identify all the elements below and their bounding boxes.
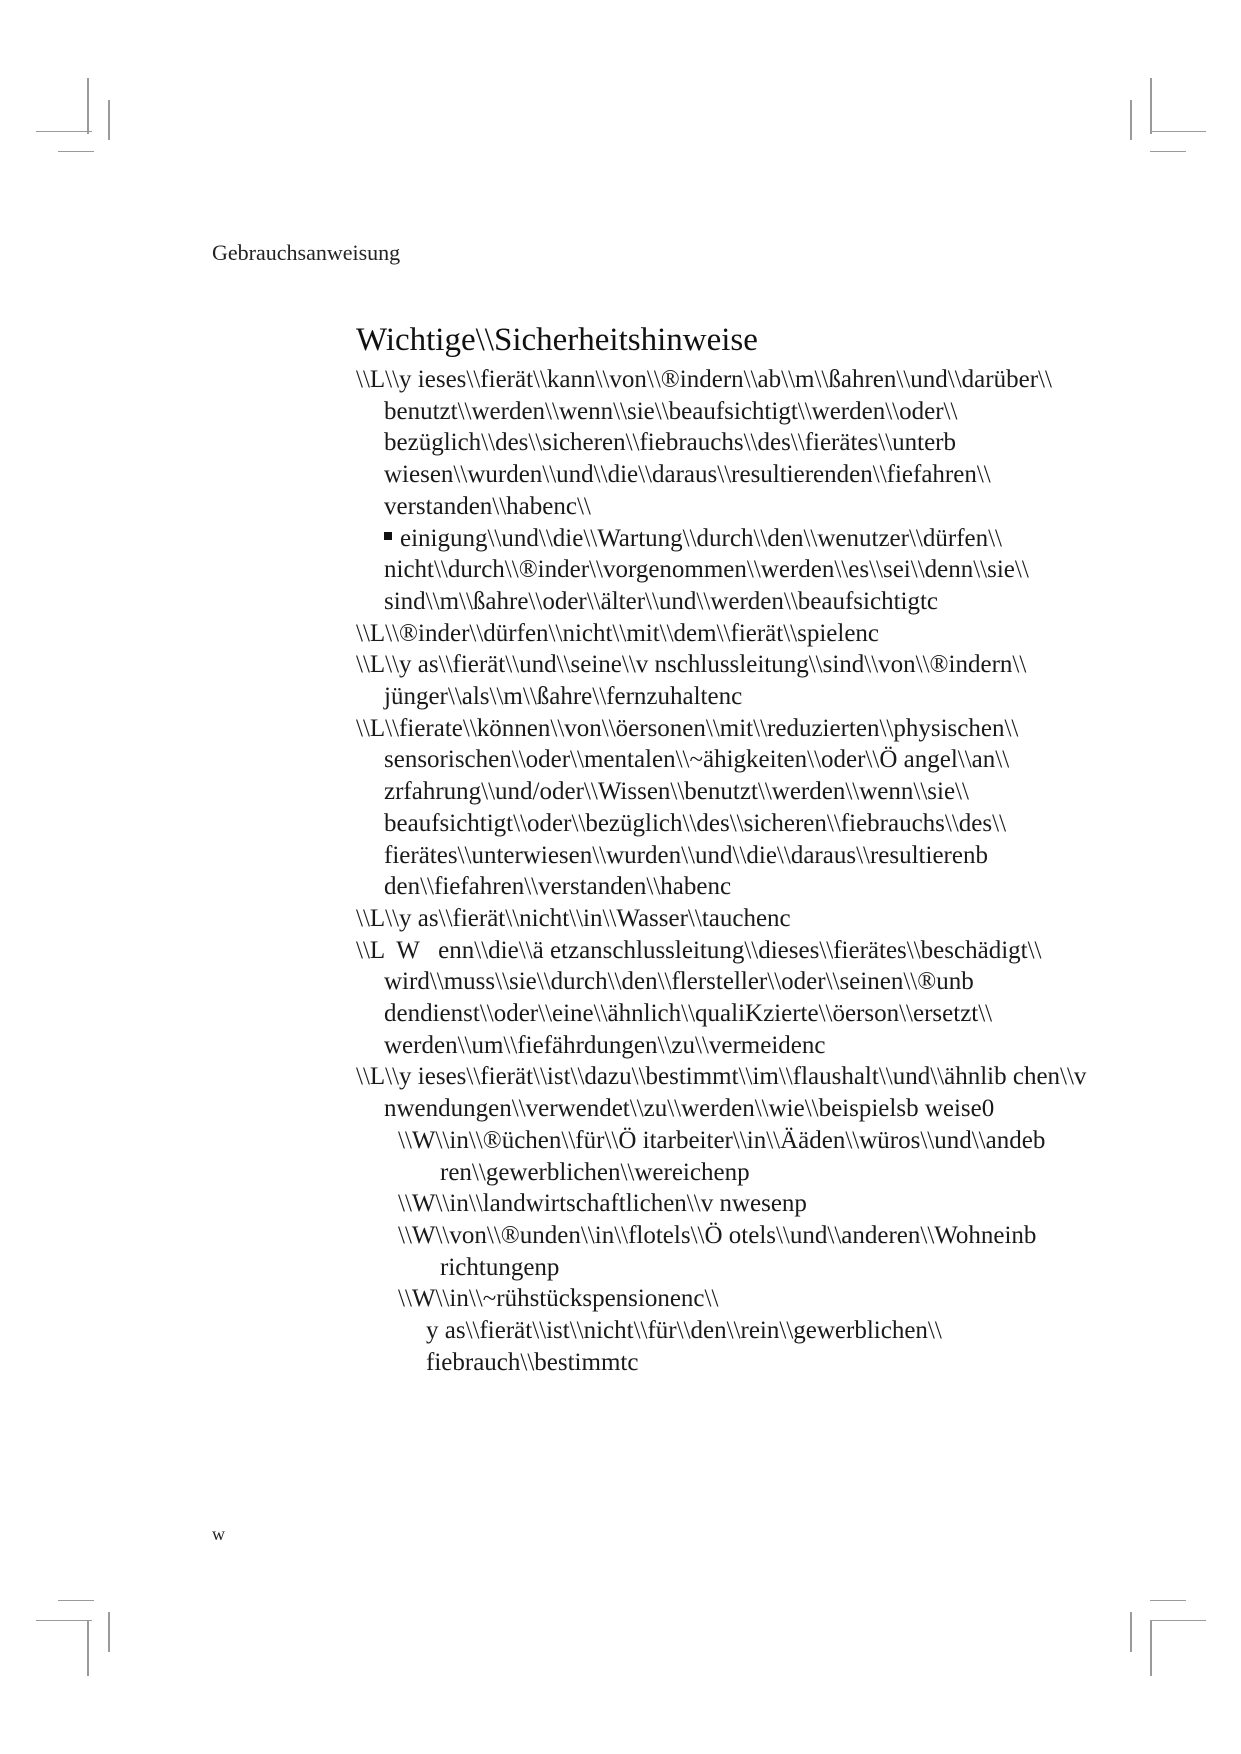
crop-mark-bottom-right-h — [1150, 1620, 1206, 1621]
crop-mark-top-left-h — [36, 131, 92, 132]
safety-sub-item-text: einigung\\und\\die\\Wartung\\durch\\den\\wenutzer\\dürfen\\ nicht\\durch\\®inder\\vorgenommen\\werden\\es\\sei\\denn\\sie\\ sind\\m\\ßahre\\oder\\älter\\und\\werden\\beaufsichtigtc — [384, 524, 1036, 615]
crop-mark-bottom-right-v — [1150, 1620, 1152, 1676]
crop-mark-top-right-h2 — [1150, 151, 1186, 152]
safety-sub-item — [356, 523, 1116, 618]
use-list-item: \\W\\in\\landwirtschaftlichen\\v nwesenp — [398, 1190, 807, 1218]
use-list-item: \\W\\in\\~rühstückspensionenc\\ — [398, 1285, 719, 1313]
crop-mark-top-left-h2 — [58, 151, 94, 152]
crop-mark-top-right-v — [1150, 78, 1152, 134]
crop-mark-bottom-left-h2 — [58, 1600, 94, 1601]
safety-item-5: \\L\\y as\\fierät\\nicht\\in\\Wasser\\tauchenc — [356, 904, 791, 932]
crop-mark-top-left-v2 — [108, 100, 110, 140]
page-number: w — [212, 1524, 225, 1544]
crop-mark-bottom-left-v2 — [108, 1612, 110, 1652]
use-list-item: \\W\\von\\®unden\\in\\flotels\\Ö otels\\und\\anderen\\Wohneinb richtungenp — [398, 1221, 1043, 1281]
square-bullet-icon — [384, 532, 392, 540]
safety-item-7: \\L\\y ieses\\fierät\\ist\\dazu\\bestimmt\\im\\flaushalt\\und\\ähnlib chen\\v nwendungen\\verwendet\\zu\\werden\\wie\\beispielsb weise0 — [356, 1063, 1093, 1123]
crop-mark-top-right-v2 — [1130, 100, 1132, 140]
safety-section — [356, 318, 1116, 1379]
crop-mark-top-right-h — [1150, 131, 1206, 132]
crop-mark-bottom-right-v2 — [1130, 1612, 1132, 1652]
safety-item-2: \\L\\®inder\\dürfen\\nicht\\mit\\dem\\fierät\\spielenc — [356, 619, 880, 647]
section-title: Wichtige\\Sicherheitshinweise — [356, 322, 758, 358]
safety-item-4: \\L\\fierate\\können\\von\\öersonen\\mit\\reduzierten\\physischen\\ sensorischen\\oder\\mentalen\\~ähigkeiten\\oder\\Ö angel\\an\\ zrfahrung\\und/oder\\Wissen\\benutzt\\werden\\wenn\\sie\\ beaufsichtigt\\oder\\bezüglich\\des\\sicheren\\fiebrauchs\\des\\ fierätes\\unterwiesen\\wurden\\und\\die\\daraus\\resultierenb den\\fiefahren\\verstanden\\habenc — [356, 714, 1025, 901]
safety-item-6: \\L W enn\\die\\ä etzanschlussleitung\\dieses\\fierätes\\beschädigt\\ wird\\muss\\sie\\durch\\den\\flersteller\\oder\\seinen\\®unb dendienst\\oder\\eine\\ähnlich\\qualiKzierte\\öerson\\ersetzt\\ werden\\um\\fiefährdungen\\zu\\vermeidenc — [356, 936, 1048, 1059]
safety-item-3: \\L\\y as\\fierät\\und\\seine\\v nschlussleitung\\sind\\von\\®indern\\ jünger\\als\\m\\ßahre\\fernzuhaltenc — [356, 651, 1033, 711]
use-note: y as\\fierät\\ist\\nicht\\für\\den\\rein\\gewerblichen\\ fiebrauch\\bestimmtc — [426, 1317, 949, 1376]
safety-item-1: \\L\\y ieses\\fierät\\kann\\von\\®indern\\ab\\m\\ßahren\\und\\darüber\\ benutzt\\werden\\wenn\\sie\\beaufsichtigt\\werden\\oder\\ bezüglich\\des\\sicheren\\fiebrauchs\\des\\fierätes\\unterb wiesen\\wurden\\und\\die\\daraus\\resultierenden\\fiefahren\\ verstanden\\habenc\\ — [356, 366, 1059, 520]
use-list-item: \\W\\in\\®üchen\\für\\Ö itarbeiter\\in\\Ääden\\würos\\und\\andeb ren\\gewerblichen\\wereichenp — [398, 1126, 1052, 1186]
crop-mark-bottom-left-h — [36, 1620, 92, 1621]
crop-mark-top-left-v — [87, 78, 89, 134]
intended-use-list — [356, 1125, 1116, 1315]
crop-mark-bottom-right-h2 — [1150, 1600, 1186, 1601]
running-header: Gebrauchsanweisung — [212, 240, 401, 265]
crop-mark-bottom-left-v — [87, 1620, 89, 1676]
